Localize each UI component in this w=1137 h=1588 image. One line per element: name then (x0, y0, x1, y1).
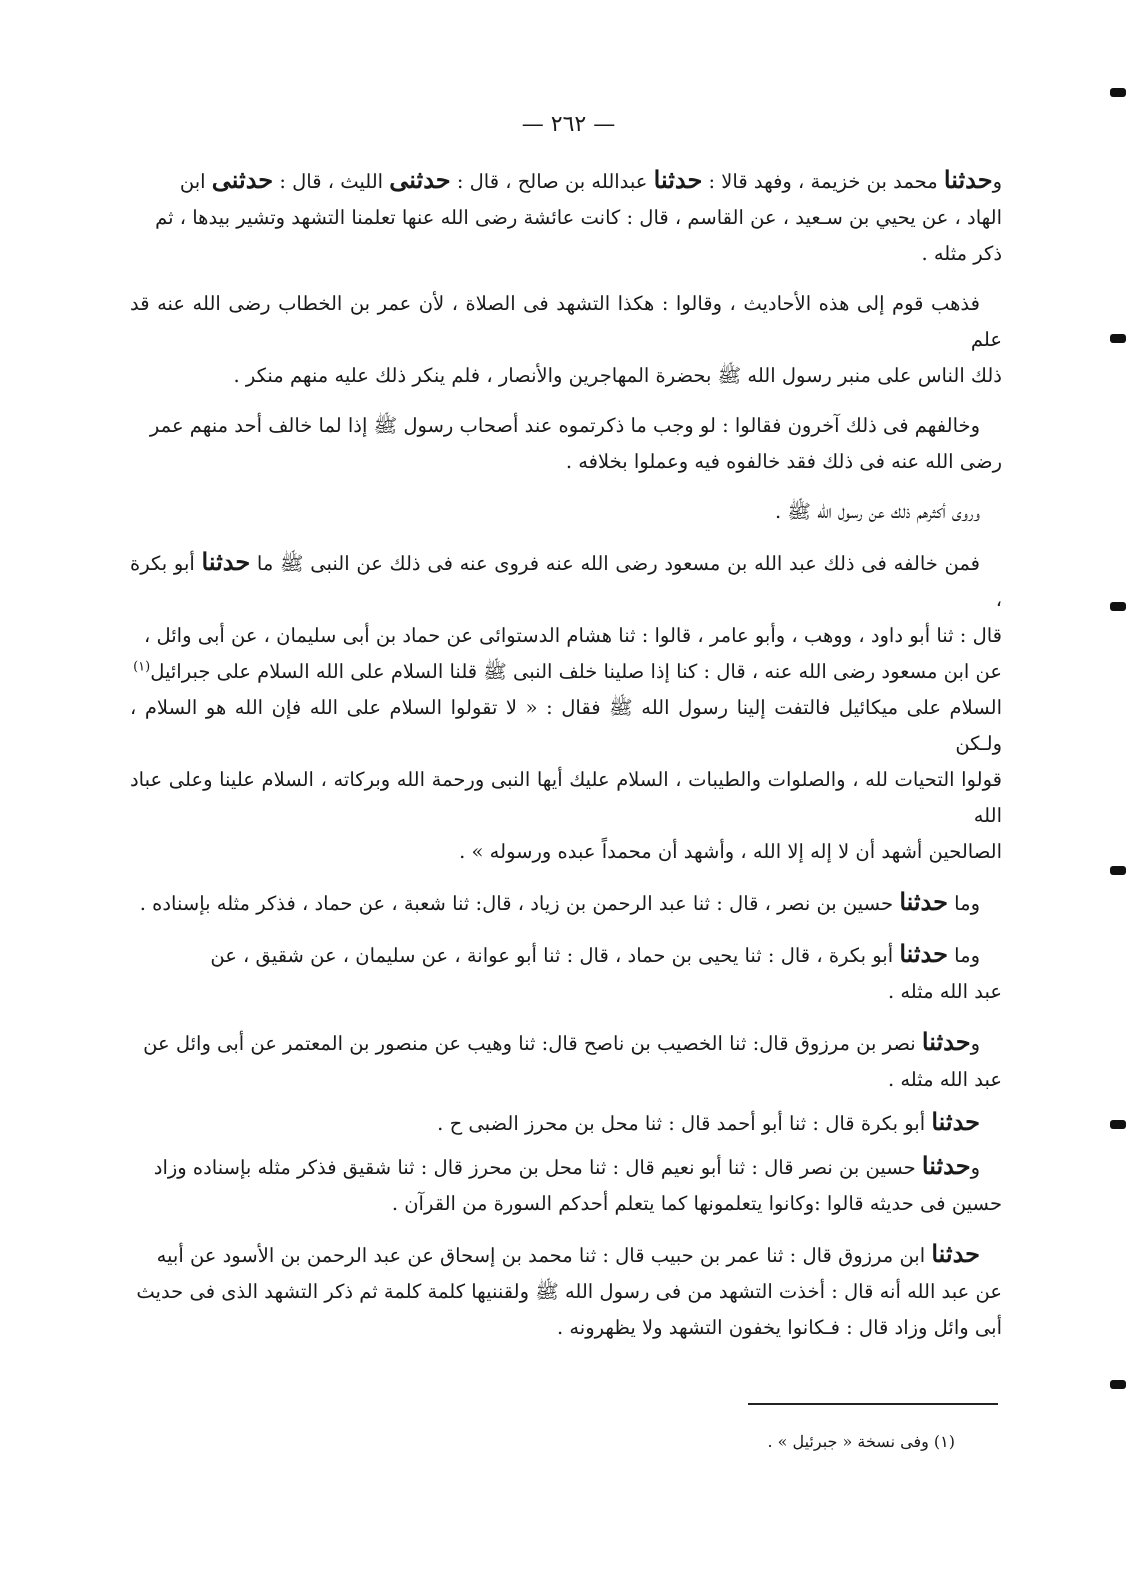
body-text (130, 162, 1002, 1360)
narration-keyword: حدثنا (899, 887, 948, 916)
narration-keyword: حدثنى (211, 165, 274, 194)
margin-mark (1110, 1120, 1126, 1129)
text-line (130, 654, 1002, 690)
text-line (130, 1148, 1002, 1186)
text-line (130, 1062, 1002, 1098)
narration-keyword: حدثنا (931, 1107, 980, 1136)
text-segment: عن عبد الله أنه قال : أخذت التشهد من فى رسول الله ﷺ ولقننيها كلمة كلمة ثم ذكر التشهد الذى فى حديث (136, 1280, 1002, 1303)
text-line (130, 1024, 1002, 1062)
margin-mark (1110, 866, 1126, 875)
text-line (130, 762, 1002, 834)
narration-keyword: حدثنى (389, 165, 451, 194)
text-segment: نصر بن مرزوق قال: ثنا الخصيب بن ناصح قال: ثنا وهيب عن منصور بن المعتمر عن أبى وائل عن (143, 1032, 922, 1055)
text-line (130, 1236, 1002, 1274)
text-segment: و (970, 1156, 980, 1179)
text-line (130, 834, 1002, 870)
narration-keyword: حدثنا (921, 1151, 971, 1180)
paragraph (130, 884, 1002, 922)
text-segment: أبو بكرة ، (130, 552, 1002, 611)
text-line (130, 494, 1002, 530)
text-segment: الليث ، قال : (273, 170, 390, 193)
text-segment: حسين فى حديثه قالوا :وكانوا يتعلمونها كما يتعلم أحدكم السورة من القرآن . (391, 1192, 1002, 1215)
text-line (130, 618, 1002, 654)
footnote-marker: (١) (133, 659, 151, 675)
text-segment: و (992, 170, 1002, 193)
text-segment: الهاد ، عن يحيي بن سـعيد ، عن القاسم ، قال : كانت عائشة رضى الله عنها تعلمنا التشهد وتشير بيدها ، ثم (155, 206, 1002, 229)
text-line (130, 408, 1002, 444)
text-segment: عبدالله بن صالح ، قال : (450, 170, 654, 193)
text-segment: ابن (179, 170, 212, 193)
narration-keyword: حدثنا (653, 165, 703, 194)
text-segment: أبو بكرة قال : ثنا أبو أحمد قال : ثنا محل بن محرز الضبى ح . (437, 1112, 932, 1135)
text-line (130, 286, 1002, 358)
text-segment: حسين بن نصر ، قال : ثنا عبد الرحمن بن زياد ، قال: ثنا شعبة ، عن حماد ، فذكر مثله بإسناده . (139, 892, 900, 915)
text-segment: عن ابن مسعود رضى الله عنه ، قال : كنا إذا صلينا خلف النبى ﷺ قلنا السلام على الله السلام على جبرائيل (150, 660, 1002, 683)
text-segment: قولوا التحيات لله ، والصلوات والطيبات ، السلام عليك أيها النبى ورحمة الله وبركاته ، السلام علينا وعلى عباد الله (130, 768, 1002, 827)
text-segment: عبد الله مثله . (887, 1068, 1002, 1091)
page-number: — ٢٦٢ — (521, 112, 616, 137)
paragraph (130, 1236, 1002, 1346)
text-line (130, 544, 1002, 618)
footnote-separator (748, 1403, 998, 1405)
paragraph (130, 1104, 1002, 1142)
text-segment: عبد الله مثله . (887, 980, 1002, 1003)
paragraph (130, 936, 1002, 1010)
text-segment: رضى الله عنه فى ذلك فقد خالفوه فيه وعملوا بخلافه . (565, 450, 1002, 473)
footnote: (١) وفى نسخة « جبرئيل » . (767, 1432, 955, 1451)
text-segment: قال : ثنا أبو داود ، ووهب ، وأبو عامر ، قالوا : ثنا هشام الدستوائى عن حماد بن أبى سليمان ، عن أبى وائل ، (143, 624, 1002, 647)
text-line (130, 1274, 1002, 1310)
text-line (130, 1186, 1002, 1222)
paragraph (130, 286, 1002, 394)
text-segment: وما (947, 944, 980, 967)
text-line (130, 162, 1002, 200)
text-line (130, 884, 1002, 922)
narration-keyword: حدثنا (943, 165, 993, 194)
text-segment: فمن خالفه فى ذلك عبد الله بن مسعود رضى الله عنه فروى عنه فى ذلك عن النبى ﷺ ما (250, 552, 980, 575)
text-line (130, 444, 1002, 480)
text-segment: الصالحين أشهد أن لا إله إلا الله ، وأشهد أن محمداً عبده ورسوله » . (459, 840, 1002, 863)
text-segment: السلام على ميكائيل فالتفت إلينا رسول الله ﷺ فقال : « لا تقولوا السلام على الله فإن الله هو السلام ، ولـكن (130, 696, 1002, 755)
text-segment: ذلك الناس على منبر رسول الله ﷺ بحضرة المهاجرين والأنصار ، فلم ينكر ذلك عليه منهم منكر . (233, 364, 1002, 387)
text-segment: محمد بن خزيمة ، وفهد قالا : (702, 170, 944, 193)
text-line (130, 358, 1002, 394)
text-segment: حسين بن نصر قال : ثنا أبو نعيم قال : ثنا محل بن محرز قال : ثنا شقيق فذكر مثله بإسناده وزاد (153, 1156, 922, 1179)
text-line (130, 1310, 1002, 1346)
text-line (130, 1104, 1002, 1142)
margin-mark (1110, 602, 1126, 611)
text-line (130, 200, 1002, 236)
paragraph (130, 494, 1002, 530)
text-segment: و (970, 1032, 980, 1055)
margin-mark (1110, 334, 1126, 343)
text-line (130, 236, 1002, 272)
paragraph (130, 1024, 1002, 1098)
narration-keyword: حدثنا (899, 939, 948, 968)
text-segment: فذهب قوم إلى هذه الأحاديث ، وقالوا : هكذا التشهد فى الصلاة ، لأن عمر بن الخطاب رضى الله عنه قد علم (130, 292, 1002, 351)
margin-mark (1110, 88, 1126, 97)
paragraph (130, 408, 1002, 480)
text-line (130, 974, 1002, 1010)
text-segment: وروى أكثرهم ذلك عن رسول الله ﷺ . (775, 500, 980, 523)
text-segment: ابن مرزوق قال : ثنا عمر بن حبيب قال : ثنا محمد بن إسحاق عن عبد الرحمن بن الأسود عن أبيه (156, 1244, 932, 1267)
narration-keyword: حدثنا (931, 1239, 980, 1268)
narration-keyword: حدثنا (921, 1027, 971, 1056)
text-segment: أبو بكرة ، قال : ثنا يحيى بن حماد ، قال : ثنا أبو عوانة ، عن سليمان ، عن شقيق ، عن (210, 944, 900, 967)
text-segment: ذكر مثله . (921, 242, 1002, 265)
text-segment: وما (947, 892, 980, 915)
paragraph (130, 544, 1002, 870)
text-segment: وخالفهم فى ذلك آخرون فقالوا : لو وجب ما ذكرتموه عند أصحاب رسول ﷺ إذا لما خالف أحد منهم عمر (149, 414, 980, 437)
narration-keyword: حدثنا (201, 547, 251, 576)
paragraph (130, 1148, 1002, 1222)
margin-mark (1110, 1380, 1126, 1389)
paragraph (130, 162, 1002, 272)
text-line (130, 936, 1002, 974)
text-line (130, 690, 1002, 762)
text-segment: أبى وائل وزاد قال : فـكانوا يخفون التشهد ولا يظهرونه . (556, 1316, 1002, 1339)
